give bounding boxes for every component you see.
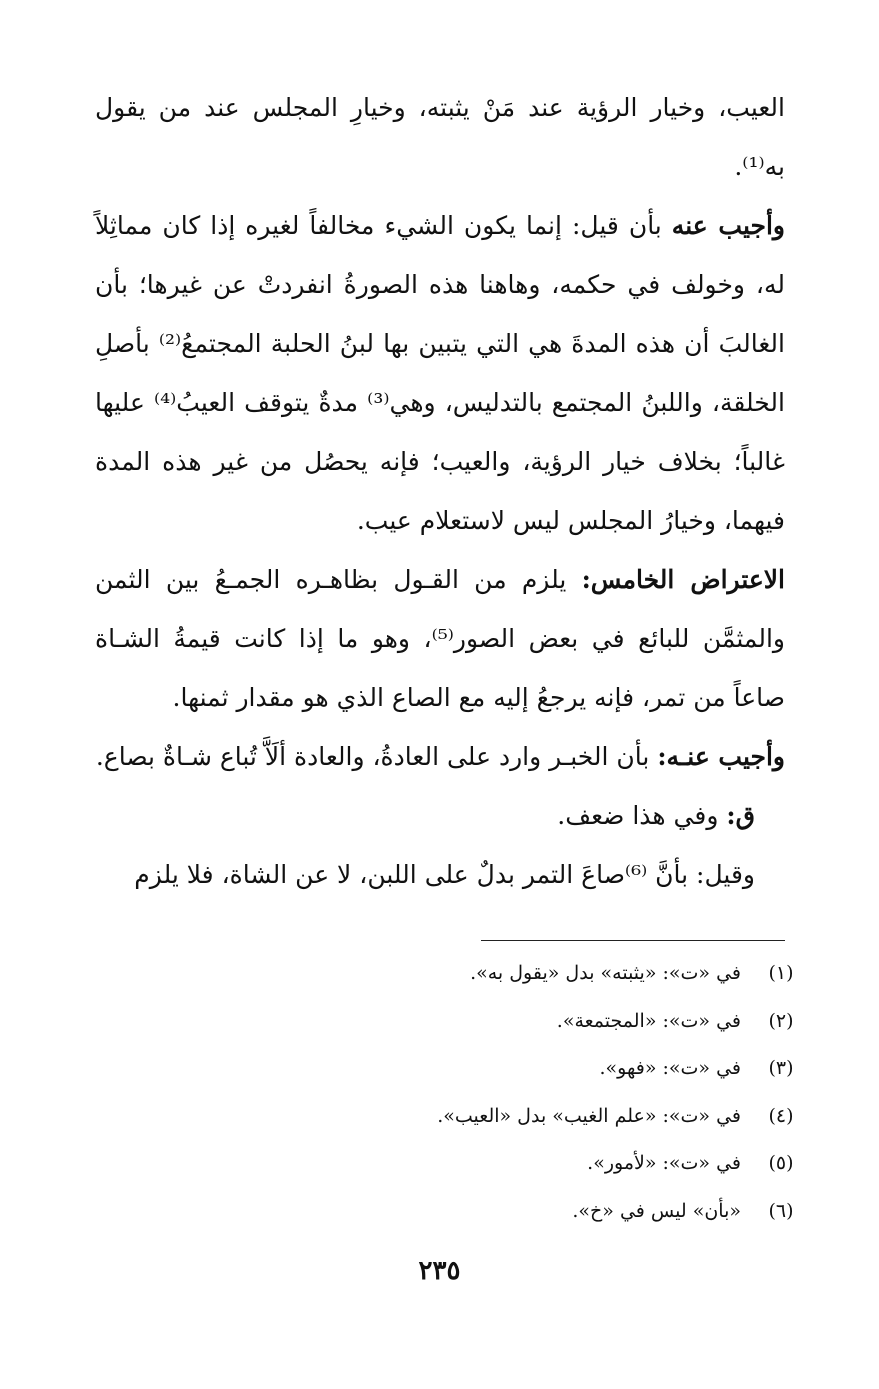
footnote-number: (٣) [768, 1057, 794, 1079]
page-number: ٢٣٥ [418, 1256, 461, 1286]
footnote-number: (٦) [768, 1199, 794, 1222]
paragraph-3-text: يلزم من القـول بظاهـره الجمـعُ بين الثمن والمثمَّن للبائع في بعض الصور⁽⁵⁾، وهو ما إذا كانت قيمةُ الشـاة صاعاً من تمر، فإنه يرجعُ إليه مع الصاع الذي هو مقدار ثمنها. [95, 565, 786, 712]
footnote [109, 1093, 809, 1141]
footnote-separator [481, 940, 785, 941]
footnote-text: في «ت»: «لأمور». [587, 1152, 741, 1174]
paragraph-2-lead: وأجيب عنه [671, 211, 785, 240]
paragraph-5-text: وفي هذا ضعف. [557, 801, 727, 830]
footnote-text: «بأن» ليس في «خ». [572, 1199, 741, 1222]
paragraph-3 [95, 550, 785, 727]
footnote [109, 950, 809, 998]
footnote-number: (١) [768, 962, 794, 984]
paragraph-1-text: العيب، وخيار الرؤية عند مَنْ يثبته، وخيارِ المجلس عند من يقول به⁽¹⁾. [95, 93, 785, 181]
paragraph-1 [95, 78, 785, 196]
paragraph-4-lead: وأجيب عنـه: [657, 742, 785, 771]
paragraph-6-text: وقيل: بأنَّ ⁽⁶⁾صاعَ التمر بدلٌ على اللبن، لا عن الشاة، فلا يلزم [134, 860, 755, 889]
paragraph-5-lead: ق: [726, 801, 755, 830]
footnote [109, 1045, 809, 1093]
footnote-text: في «ت»: «علم الغيب» بدل «العيب». [437, 1104, 741, 1127]
footnote [109, 1140, 809, 1188]
footnote-text: في «ت»: «فهو». [599, 1057, 741, 1079]
paragraph-4 [95, 727, 785, 786]
paragraph-6 [95, 845, 785, 904]
paragraph-2 [95, 196, 785, 550]
footnote-text: في «ت»: «يثبته» بدل «يقول به». [470, 962, 741, 984]
paragraph-5 [95, 786, 785, 845]
main-text [95, 78, 785, 904]
footnote-number: (٢) [768, 1009, 794, 1032]
paragraph-2-text: بأن قيل: إنما يكون الشيء مخالفاً لغيره إذا كان مماثِلاً له، وخولف في حكمه، وهاهنا هذه الصورةُ انفردتْ عن غيرها؛ بأن الغالبَ أن هذه المدةَ هي التي يتبين بها لبنُ الحلبة المجتمعُ⁽²⁾ بأصلِ الخلقة، واللبنُ المجتمع بالتدليس، وهي⁽³⁾ مدةٌ يتوقف العيبُ⁽⁴⁾ عليها غالباً؛ بخلاف خيار الرؤية، والعيب؛ فإنه يحصُل من غير هذه المدة فيهما، وخيارُ المجلس ليس لاستعلام عيب. [95, 211, 785, 535]
footnotes [109, 950, 809, 1235]
footnote-number: (٤) [768, 1104, 794, 1127]
footnote [109, 998, 809, 1046]
footnote-text: في «ت»: «المجتمعة». [556, 1009, 741, 1032]
paragraph-4-text: بأن الخبـر وارد على العادةُ، والعادة ألَاَّ تُباع شـاةٌ بصاع. [95, 742, 658, 771]
footnote [109, 1188, 809, 1236]
paragraph-3-lead: الاعتراض الخامس: [581, 565, 785, 594]
footnote-number: (٥) [768, 1152, 794, 1174]
